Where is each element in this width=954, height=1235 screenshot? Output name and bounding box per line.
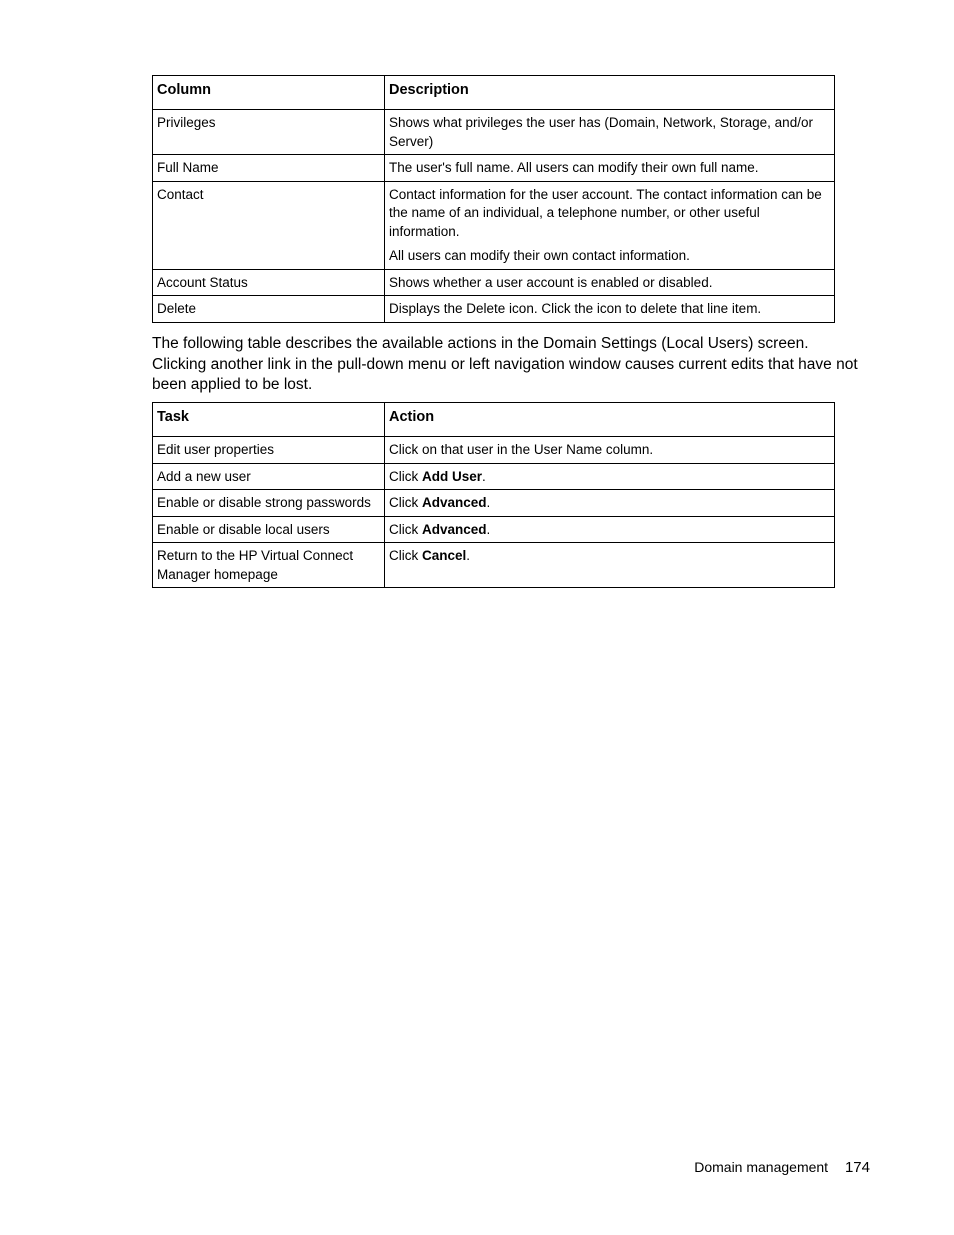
description-text: Displays the Delete icon. Click the icon to delete that line item. [389,301,762,316]
table-row [153,490,835,517]
columns-description-table [152,75,835,323]
description-cell [385,181,835,269]
column-header-description: Description [385,76,835,110]
column-name-cell: Privileges [153,110,385,155]
description-cell [385,110,835,155]
description-text: All users can modify their own contact information. [389,248,690,263]
description-text: Shows what privileges the user has (Domain, Network, Storage, and/or Server) [389,115,813,149]
action-ui-label: Cancel [422,548,467,563]
action-cell [385,543,835,588]
action-ui-label: Add User [422,468,483,484]
column-name-cell: Delete [153,296,385,323]
intro-paragraph: The following table describes the available actions in the Domain Settings (Local Users) screen. Clicking another link in the pull-down menu or left navigation window causes current edits that have not been applied to be lost. [152,335,858,393]
table-row [153,181,835,269]
action-text: Click [389,495,422,510]
description-cell [385,269,835,296]
table-row [153,516,835,543]
task-cell: Enable or disable local users [153,516,385,543]
description-text: Shows whether a user account is enabled or disabled. [389,274,713,290]
table-row [153,543,835,588]
action-cell [385,516,835,543]
table-header-row [153,403,835,437]
column-header-task: Task [153,403,385,437]
table-row [153,296,835,323]
task-cell: Add a new user [153,463,385,490]
table-row [153,269,835,296]
action-cell [385,463,835,490]
action-punctuation: . [486,495,491,510]
table-header-row [153,76,835,110]
action-punctuation: . [466,548,471,563]
column-name-cell: Account Status [153,269,385,296]
action-punctuation: . [486,521,491,537]
action-punctuation: . [482,468,486,484]
task-cell: Edit user properties [153,437,385,464]
table-row [153,437,835,464]
action-text: Click [389,548,422,563]
table-row [153,110,835,155]
task-cell: Enable or disable strong passwords [153,490,385,517]
column-header-action: Action [385,403,835,437]
action-cell [385,437,835,464]
action-ui-label: Advanced [422,521,487,537]
column-name-cell: Full Name [153,155,385,182]
description-text: The user's full name. All users can modify their own full name. [389,160,759,175]
column-name-cell: Contact [153,181,385,269]
task-cell: Return to the HP Virtual Connect Manager homepage [153,543,385,588]
action-text: Click on that user in the User Name column. [389,442,654,457]
action-text: Click [389,521,422,537]
action-ui-label: Advanced [422,495,487,510]
page-number: 174 [844,1159,870,1176]
description-text: Contact information for the user account. The contact information can be the name of an individual, a telephone number, or other useful information. [389,186,822,239]
column-header-column: Column [153,76,385,110]
footer-section-title: Domain management [694,1159,829,1175]
action-cell [385,490,835,517]
page-footer [694,1158,870,1177]
table-row [153,463,835,490]
action-text: Click [389,468,422,484]
description-cell [385,296,835,323]
actions-table [152,402,835,588]
description-cell [385,155,835,182]
table-row [153,155,835,182]
